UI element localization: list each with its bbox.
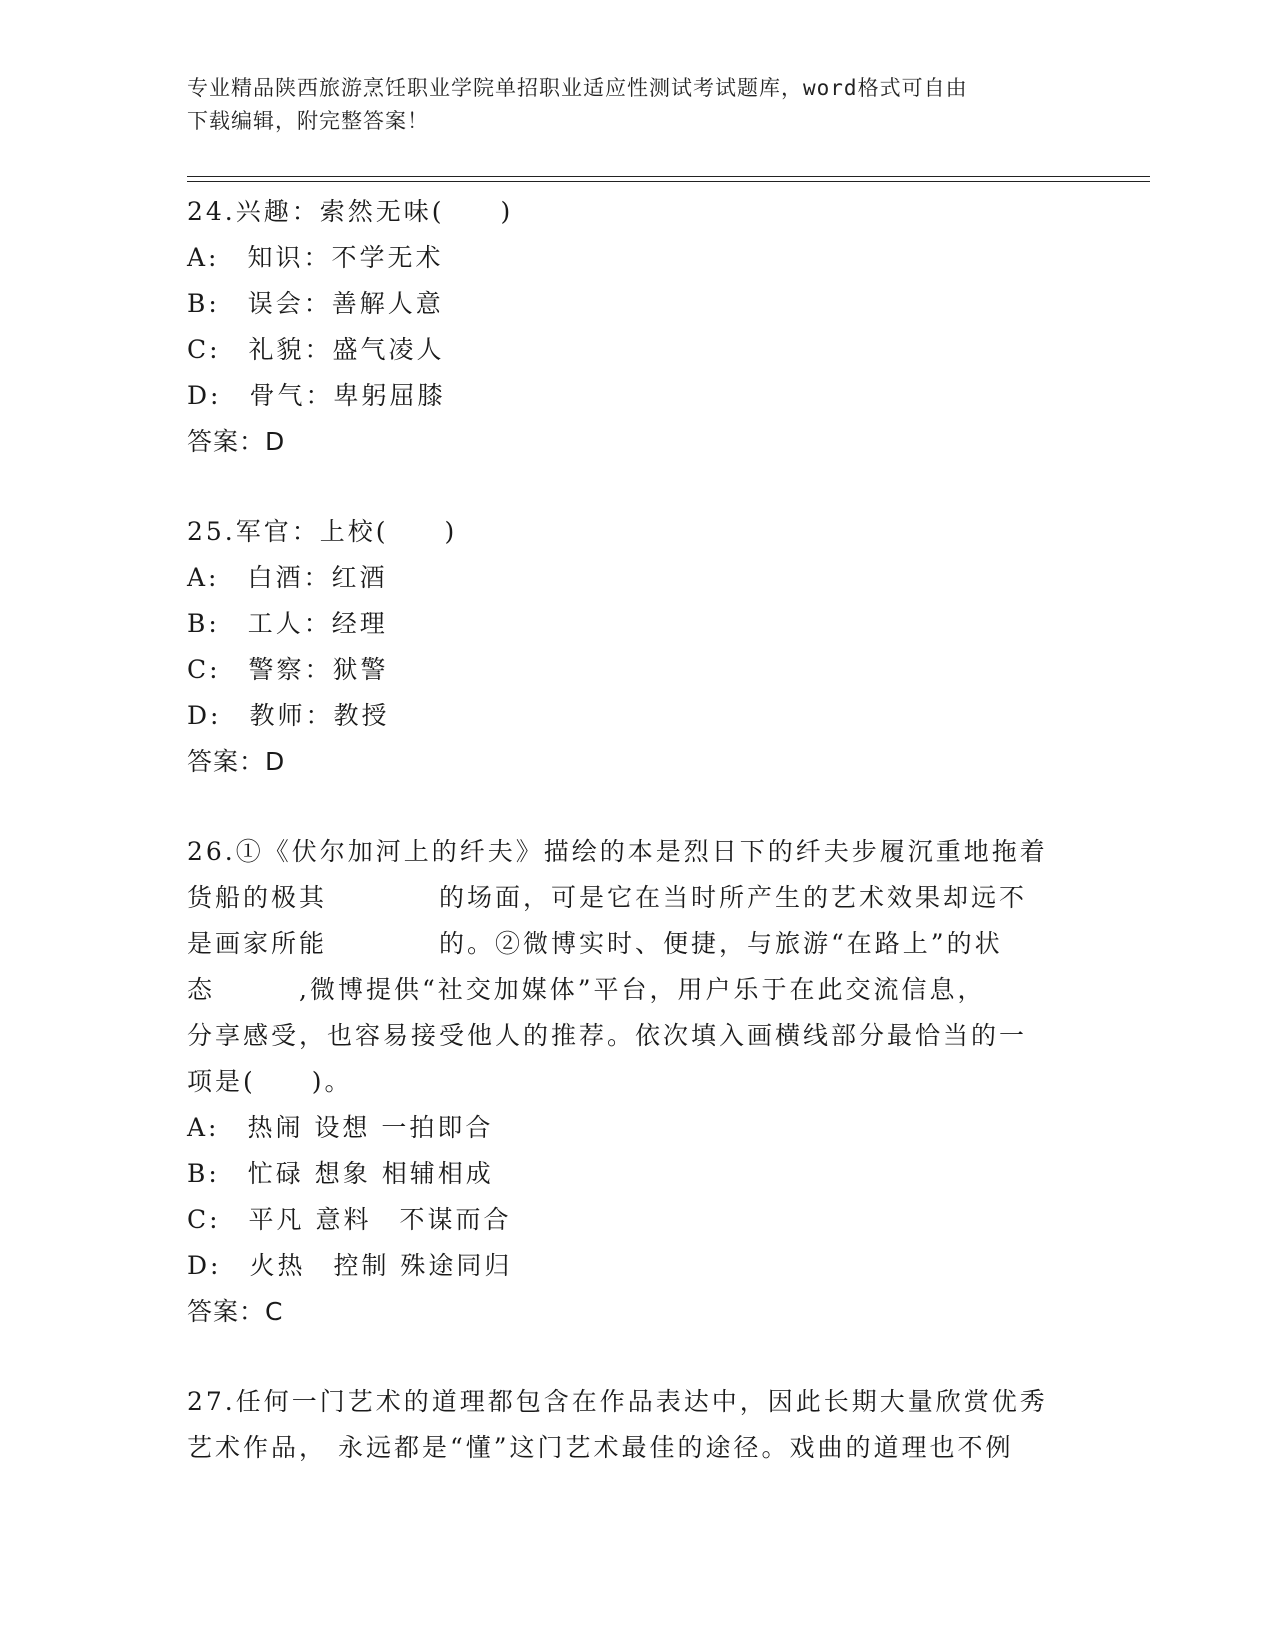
question-stem-line: 27.任何一门艺术的道理都包含在作品表达中，因此长期大量欣赏优秀	[187, 1387, 1048, 1416]
option-c: C: 平凡 意料 不谋而合	[187, 1205, 512, 1234]
question-stem-line: 货船的极其 的场面，可是它在当时所产生的艺术效果却远不	[187, 883, 1028, 912]
option-c: C: 礼貌：盛气凌人	[187, 335, 445, 364]
option-b: B: 忙碌 想象 相辅相成	[187, 1159, 494, 1188]
question-stem: 24.兴趣：索然无味( )	[187, 197, 514, 226]
option-b: B: 误会：善解人意	[187, 289, 444, 318]
question-stem-line: 是画家所能 的。②微博实时、便捷，与旅游“在路上”的状	[187, 929, 1003, 958]
question-24	[187, 189, 1087, 465]
question-stem-line: 态 ,微博提供“社交加媒体”平台，用户乐于在此交流信息，	[187, 975, 986, 1004]
option-d: D: 教师：教授	[187, 701, 390, 730]
header-rule-top	[187, 176, 1150, 177]
document-header	[187, 72, 1067, 138]
option-a: A: 热闹 设想 一拍即合	[187, 1113, 494, 1142]
question-25	[187, 509, 1087, 785]
question-stem-line: 项是( )。	[187, 1067, 353, 1096]
option-c: C: 警察：狱警	[187, 655, 389, 684]
header-line-1: 专业精品陕西旅游烹饪职业学院单招职业适应性测试考试题库，word格式可自由	[187, 76, 968, 100]
question-27	[187, 1379, 1087, 1471]
question-stem-line: 26.①《伏尔加河上的纤夫》描绘的本是烈日下的纤夫步履沉重地拖着	[187, 837, 1048, 866]
option-a: A: 白酒：红酒	[187, 563, 388, 592]
header-line-2: 下载编辑，附完整答案！	[187, 109, 429, 133]
question-stem-line: 分享感受，也容易接受他人的推荐。依次填入画横线部分最恰当的一	[187, 1021, 1028, 1050]
question-list	[187, 189, 1087, 1471]
question-stem: 25.军官：上校( )	[187, 517, 458, 546]
option-a: A: 知识：不学无术	[187, 243, 444, 272]
option-d: D: 火热 控制 殊途同归	[187, 1251, 513, 1280]
header-rule-bottom	[187, 181, 1150, 182]
question-26	[187, 829, 1087, 1335]
answer: 答案：D	[187, 427, 286, 456]
question-stem-line: 艺术作品， 永远都是“懂”这门艺术最佳的途径。戏曲的道理也不例	[187, 1433, 1014, 1462]
option-d: D: 骨气：卑躬屈膝	[187, 381, 446, 410]
answer: 答案：D	[187, 747, 286, 776]
option-b: B: 工人：经理	[187, 609, 388, 638]
answer: 答案：C	[187, 1297, 284, 1326]
